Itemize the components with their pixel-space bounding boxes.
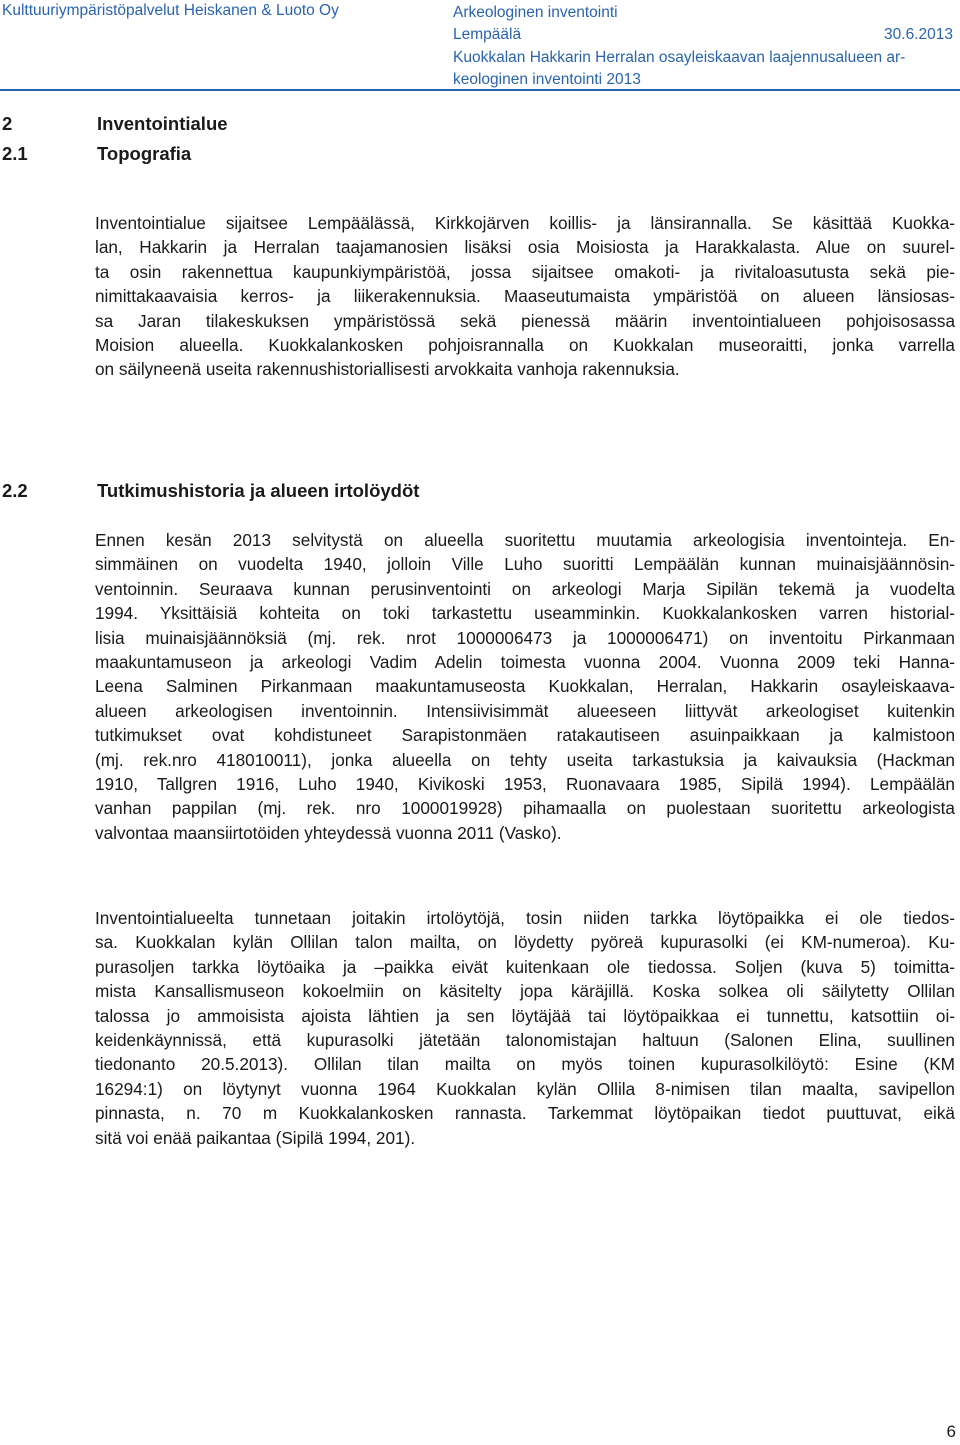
text-line: sa Jaran tilakeskuksen ympäristössä sekä pienessä määrin inventointialueen pohjoisosassa	[95, 310, 955, 331]
text-line: 16294:1) on löytynyt vuonna 1964 Kuokkalan kylän Ollila 8-nimisen tilan maalta, savipellon	[95, 1078, 955, 1099]
heading-number: 2	[2, 113, 13, 134]
paragraph-topografia	[95, 211, 955, 382]
text-line: on säilyneenä useita rakennushistoriallisesti arvokkaita vanhoja rakennuksia.	[95, 359, 680, 380]
heading-title: Inventointialue	[97, 113, 228, 134]
text-line: vanhan pappilan (mj. rek. nro 1000019928) pihamaalla on puolestaan suoritettu arkeologista	[95, 798, 955, 819]
text-line: sitä voi enää paikantaa (Sipilä 1994, 201).	[95, 1127, 416, 1148]
text-line: Ennen kesän 2013 selvitystä on alueella suoritettu muutamia arkeologisia inventointeja. En-	[95, 530, 955, 550]
text-line: simmäinen on vuodelta 1940, jolloin Ville Luho suoritti Lempäälän kunnan muinaisjäännösin-	[95, 554, 955, 575]
text-line: Inventointialue sijaitsee Lempäälässä, Kirkkojärven koillis- ja länsirannalla. Se käsittää Kuokka-	[95, 213, 955, 233]
paragraph-tutkimushistoria	[95, 528, 955, 845]
text-line: Inventointialueelta tunnetaan joitakin irtolöytöjä, tosin niiden tarkka löytöpaikka ei ole tiedos-	[95, 908, 955, 928]
paragraph-irtoloydot	[95, 906, 955, 1150]
text-line: (mj. rek.nro 418010011), jonka alueella on tehty useita tarkastuksia ja kaivauksia (Hackman	[95, 749, 955, 770]
header-subtitle-line2: keologinen inventointi 2013	[453, 71, 641, 89]
heading-number: 2.2	[2, 480, 28, 501]
text-line: 1910, Tallgren 1916, Luho 1940, Kivikoski 1953, Ruonavaara 1985, Sipilä 1994). Lempäälän	[95, 773, 955, 794]
header-place: Lempäälä	[453, 26, 522, 44]
header-doc-type: Arkeologinen inventointi	[453, 4, 618, 21]
page-number: 6	[946, 1422, 956, 1441]
header-divider	[0, 89, 960, 91]
text-line: lisia muinaisjäännöksiä (mj. rek. nrot 1000006473 ja 1000006471) on inventoitu Pirkanmaan	[95, 627, 955, 648]
text-line: tiedonanto 20.5.2013). Ollilan tilan mailta on myös toinen kupurasolkilöytö: Esine (KM	[95, 1054, 955, 1075]
text-line: alueen arkeologisen inventoinnin. Intensiivisimmät alueeseen liittyvät arkeologiset kuitenkin	[95, 700, 955, 721]
text-line: nimittakaavaisia kerros- ja liikerakennuksia. Maaseutumaista ympäristöä on alueen länsiosas-	[95, 286, 955, 307]
text-line: mista Kansallismuseon kokoelmiin on käsitelty jopa käräjillä. Koska solkea oli säilytetty Ollilan	[95, 981, 955, 1002]
text-line: talossa jo ammoisista ajoista lähtien ja sen löytäjää tai löytöpaikkaa ei tunnettu, katsottiin oi-	[95, 1005, 955, 1026]
heading-title: Tutkimushistoria ja alueen irtolöydöt	[97, 480, 420, 501]
text-line: keidenkäynnissä, että kupurasolki jätetään talonomistajan haltuun (Salonen Elina, suullinen	[95, 1029, 955, 1050]
heading-title: Topografia	[97, 143, 192, 164]
header-company: Kulttuuriympäristöpalvelut Heiskanen & Luoto Oy	[2, 2, 339, 19]
header-date: 30.6.2013	[884, 26, 953, 44]
header-info	[453, 2, 953, 92]
text-line: purasoljen tarkka löytöaika ja –paikka eivät kuitenkaan ole tiedossa. Soljen (kuva 5) toimitta-	[95, 956, 955, 977]
text-line: sa. Kuokkalan kylän Ollilan talon mailta, on löydetty pyöreä kupurasolki (ei KM-numeroa). Ku-	[95, 932, 955, 953]
header-place-date	[453, 24, 953, 46]
text-line: 1994. Yksittäisiä kohteita on toki tarkastettu useamminkin. Kuokkalankosken varren historial-	[95, 603, 955, 624]
text-line: Moision alueella. Kuokkalankosken pohjoisrannalla on Kuokkalan museoraitti, jonka varrella	[95, 334, 955, 355]
text-line: ventoinnin. Seuraava kunnan perusinventointi on arkeologi Marja Sipilän tekemä ja vuodelta	[95, 578, 955, 599]
header-subtitle-line1: Kuokkalan Hakkarin Herralan osayleiskaavan laajennusalueen ar-	[453, 48, 906, 66]
text-line: valvontaa maansiirtotöiden yhteydessä vuonna 2011 (Vasko).	[95, 822, 562, 843]
text-line: Leena Salminen Pirkanmaan maakuntamuseosta Kuokkalan, Herralan, Hakkarin osayleiskaava-	[95, 676, 955, 697]
text-line: maakuntamuseon ja arkeologi Vadim Adelin toimesta vuonna 2004. Vuonna 2009 teki Hanna-	[95, 651, 955, 672]
heading-number: 2.1	[2, 143, 28, 164]
text-line: lan, Hakkarin ja Herralan taajamanosien lisäksi osia Moisiosta ja Harakkalasta. Alue on suurel-	[95, 237, 955, 258]
text-line: tutkimukset ovat kohdistuneet Sarapistonmäen ratakautiseen asuinpaikkaan ja kalmistoon	[95, 725, 955, 746]
text-line: ta osin rakennettua kaupunkiympäristöä, jossa sijaitsee omakoti- ja rivitaloasutusta sekä pie-	[95, 261, 955, 282]
text-line: pinnasta, n. 70 m Kuokkalankosken rannasta. Tarkemmat löytöpaikan tiedot puuttuvat, eikä	[95, 1103, 955, 1124]
page-header	[0, 0, 960, 92]
